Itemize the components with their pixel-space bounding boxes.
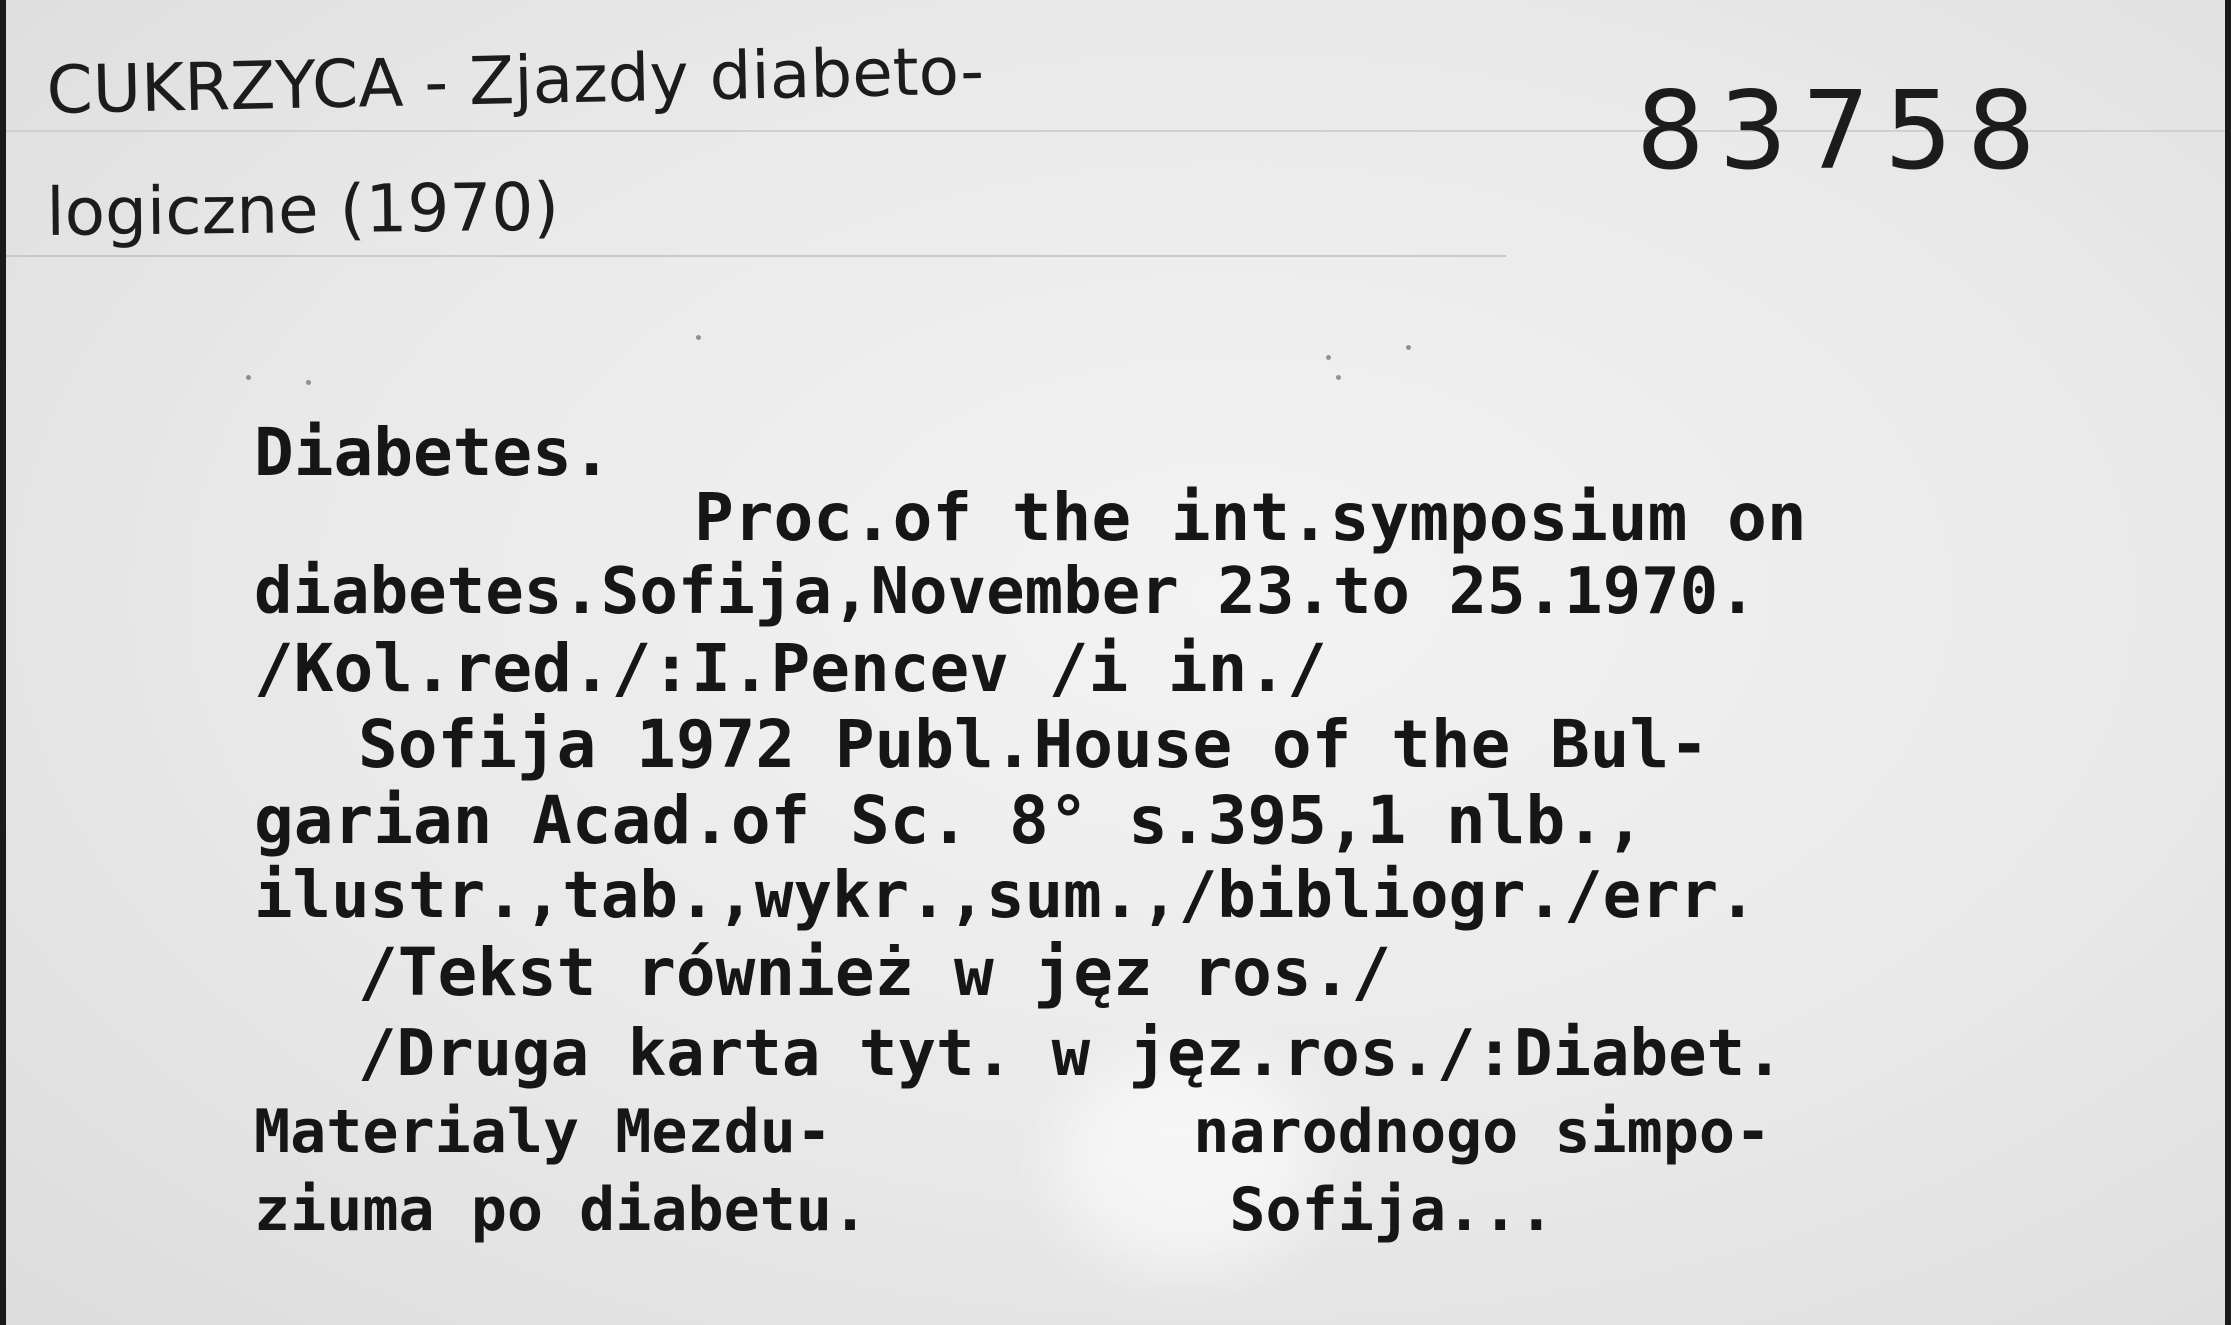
speck xyxy=(1326,355,1331,360)
entry-line: /Kol.red./:I.Pencev /i in./ xyxy=(254,630,1327,707)
entry-line: /Druga karta tyt. w jęz.ros./:Diabet. xyxy=(358,1017,1784,1091)
entry-line: ziuma po diabetu. Sofija... xyxy=(254,1175,1555,1245)
ruled-line xyxy=(6,255,1506,257)
speck xyxy=(246,375,251,380)
entry-line: Materialy Mezdu- narodnogo simpo- xyxy=(254,1097,1772,1167)
entry-line: diabetes.Sofija,November 23.to 25.1970. xyxy=(254,555,1757,629)
speck xyxy=(1336,375,1341,380)
speck xyxy=(306,380,311,385)
speck xyxy=(696,335,701,340)
entry-line: ilustr.,tab.,wykr.,sum.,/bibliogr./err. xyxy=(254,859,1757,933)
call-number: 83758 xyxy=(1636,69,2050,194)
entry-line: garian Acad.of Sc. 8° s.395,1 nlb., xyxy=(254,782,1645,859)
speck xyxy=(1406,345,1411,350)
subject-heading-line-2: logiczne (1970) xyxy=(45,168,560,251)
entry-line: /Tekst również w jęz ros./ xyxy=(358,934,1392,1011)
entry-line: Sofija 1972 Publ.House of the Bul- xyxy=(358,706,1710,783)
entry-line: Proc.of the int.symposium on xyxy=(694,479,1807,556)
entry-heading: Diabetes. xyxy=(254,414,612,491)
subject-heading-line-1: CUKRZYCA - Zjazdy diabeto- xyxy=(45,32,985,129)
